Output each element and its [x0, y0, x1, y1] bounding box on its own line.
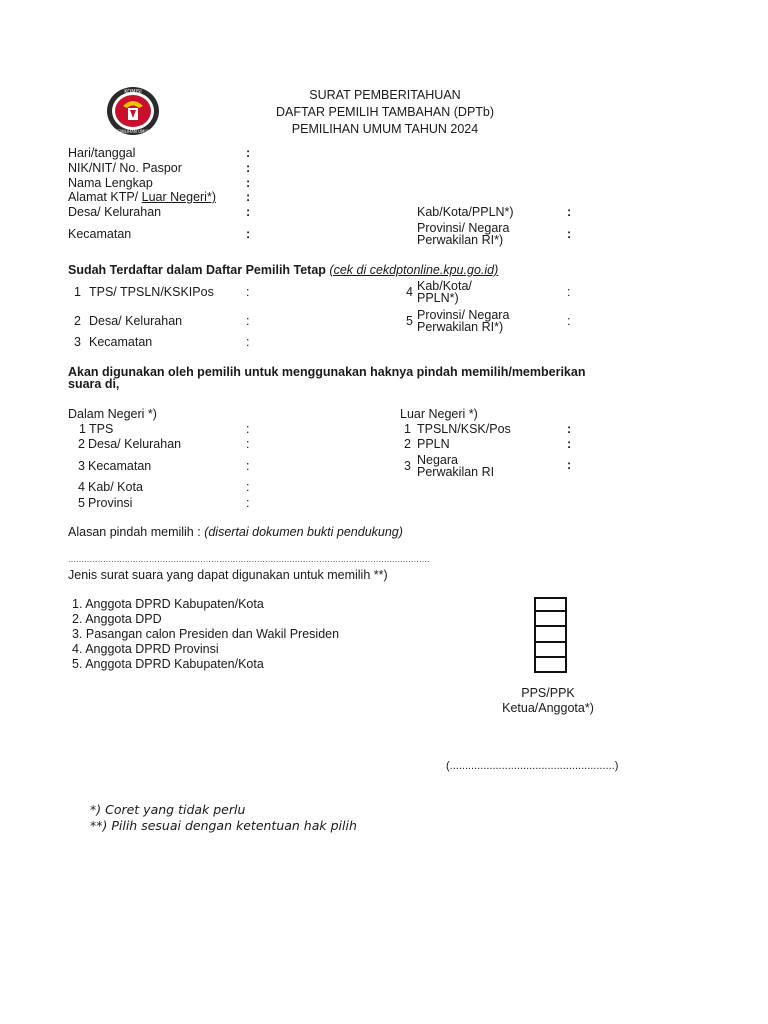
ln-item-1-num: 1	[404, 422, 411, 436]
colon: :	[246, 227, 251, 241]
dpt-item-1: TPS/ TPSLN/KSKIPos	[89, 285, 214, 299]
document-title	[195, 87, 575, 138]
colon: :	[567, 227, 572, 241]
cekdpt-link[interactable]: (cek di cekdptonline.kpu.go.id)	[329, 263, 499, 277]
dn-item-3: Kecamatan	[88, 459, 152, 473]
provinsi-line-2: Perwakilan RI*)	[417, 233, 504, 247]
dpt-item-2-num: 2	[74, 314, 81, 328]
colon: :	[567, 458, 572, 472]
dn-item-2: Desa/ Kelurahan	[88, 437, 182, 451]
ln-item-3-line-2: Perwakilan RI	[417, 465, 495, 479]
dpt-item-3-num: 3	[74, 335, 81, 349]
label-hari-tanggal: Hari/tanggal	[68, 146, 136, 160]
dpt-item-5-line-1: Provinsi/ Negara	[417, 308, 510, 322]
dpt-item-4-line-1: Kab/Kota/	[417, 279, 472, 293]
colon: :	[246, 161, 251, 175]
title-line-3: PEMILIHAN UMUM TAHUN 2024	[291, 122, 479, 136]
dpt-item-5-num: 5	[406, 314, 413, 328]
pindah-heading-line-1: Akan digunakan oleh pemilih untuk menggunakan haknya pindah memilih/memberikan	[68, 365, 586, 379]
colon: :	[567, 285, 571, 299]
signature-role-line-1: PPS/PPK	[521, 686, 575, 700]
ln-item-2: PPLN	[417, 437, 450, 451]
dpt-item-2: Desa/ Kelurahan	[89, 314, 183, 328]
dn-item-1-num: 1	[79, 422, 86, 436]
label-alamat-ktp	[68, 191, 216, 205]
jenis-item-5: 5. Anggota DPRD Kabupaten/Kota	[72, 657, 264, 671]
dpt-heading-text: Sudah Terdaftar dalam Daftar Pemilih Tetap	[68, 263, 330, 277]
jenis-item-1: 1. Anggota DPRD Kabupaten/Kota	[72, 597, 264, 611]
jenis-item-2: 2. Anggota DPD	[72, 612, 162, 626]
alasan-pindah	[68, 526, 403, 540]
label-provinsi	[417, 222, 509, 246]
checkbox-2[interactable]	[534, 612, 567, 627]
signature-role-line-2: Ketua/Anggota*)	[502, 701, 594, 715]
dpt-item-3: Kecamatan	[89, 335, 153, 349]
pindah-heading-line-2: suara di,	[68, 377, 120, 391]
colon: :	[246, 422, 250, 436]
footnote-1: *) Coret yang tidak perlu	[90, 802, 246, 817]
ln-item-1: TPSLN/KSK/Pos	[417, 422, 511, 436]
label-kab-kota: Kab/Kota/PPLN*)	[417, 205, 514, 219]
label-desa-kelurahan: Desa/ Kelurahan	[68, 205, 162, 219]
colon: :	[246, 437, 250, 451]
dpt-item-4-num: 4	[406, 285, 413, 299]
checkbox-5[interactable]	[534, 658, 567, 673]
title-line-1: SURAT PEMBERITAHUAN	[309, 88, 461, 102]
dn-item-1: TPS	[89, 422, 114, 436]
dpt-item-4	[417, 280, 472, 304]
title-line-2: DAFTAR PEMILIH TAMBAHAN (DPTb)	[275, 105, 495, 119]
colon: :	[567, 314, 571, 328]
alasan-dotted-line: ......................................................................................................................................	[68, 554, 430, 564]
luar-negeri-heading: Luar Negeri *)	[400, 407, 478, 421]
dn-item-2-num: 2	[78, 437, 85, 451]
colon: :	[567, 422, 572, 436]
colon: :	[246, 205, 251, 219]
colon: :	[246, 480, 250, 494]
provinsi-line-1: Provinsi/ Negara	[417, 221, 510, 235]
dpt-item-5-line-2: Perwakilan RI*)	[417, 320, 504, 334]
colon: :	[246, 335, 250, 349]
signature-name-placeholder: (......................................................)	[446, 760, 619, 772]
colon: :	[567, 205, 572, 219]
jenis-item-3: 3. Pasangan calon Presiden dan Wakil Presiden	[72, 627, 340, 641]
colon: :	[246, 190, 251, 204]
jenis-item-4: 4. Anggota DPRD Provinsi	[72, 642, 219, 656]
dn-item-4: Kab/ Kota	[88, 480, 143, 494]
ln-item-3-line-1: Negara	[417, 453, 458, 467]
dn-item-5-num: 5	[78, 496, 85, 510]
checkbox-1[interactable]	[534, 597, 567, 612]
label-nik: NIK/NIT/ No. Paspor	[68, 161, 182, 175]
checkbox-3[interactable]	[534, 627, 567, 642]
colon: :	[246, 146, 251, 160]
colon: :	[246, 459, 250, 473]
footnote-2: **) Pilih sesuai dengan ketentuan hak pilih	[90, 818, 357, 833]
dn-item-3-num: 3	[78, 459, 85, 473]
dpt-item-5	[417, 309, 509, 333]
dpt-item-1-num: 1	[74, 285, 81, 299]
ln-item-3	[417, 454, 494, 478]
colon: :	[567, 437, 572, 451]
dpt-heading	[68, 264, 498, 278]
colon: :	[246, 285, 250, 299]
colon: :	[246, 314, 250, 328]
checkbox-4[interactable]	[534, 643, 567, 658]
label-kecamatan: Kecamatan	[68, 227, 132, 241]
colon: :	[246, 176, 251, 190]
svg-text:KOMISI: KOMISI	[124, 89, 142, 95]
checkbox-column	[534, 597, 567, 673]
dpt-item-4-line-2: PPLN*)	[417, 291, 459, 305]
colon: :	[246, 496, 250, 510]
ln-item-2-num: 2	[404, 437, 411, 451]
alasan-label: Alasan pindah memilih :	[68, 525, 205, 539]
kpu-logo	[106, 86, 160, 136]
dalam-negeri-heading: Dalam Negeri *)	[68, 407, 157, 421]
alasan-note: (disertai dokumen bukti pendukung)	[204, 525, 403, 539]
dn-item-5: Provinsi	[88, 496, 133, 510]
dn-item-4-num: 4	[78, 480, 85, 494]
ln-item-3-num: 3	[404, 459, 411, 473]
label-nama-lengkap: Nama Lengkap	[68, 176, 153, 190]
alamat-prefix: Alamat KTP/	[68, 190, 142, 204]
alamat-luar-negeri: Luar Negeri*)	[141, 190, 216, 204]
jenis-heading: Jenis surat suara yang dapat digunakan untuk memilih **)	[68, 568, 388, 582]
svg-text:PEMILIHAN UMUM: PEMILIHAN UMUM	[115, 129, 151, 134]
